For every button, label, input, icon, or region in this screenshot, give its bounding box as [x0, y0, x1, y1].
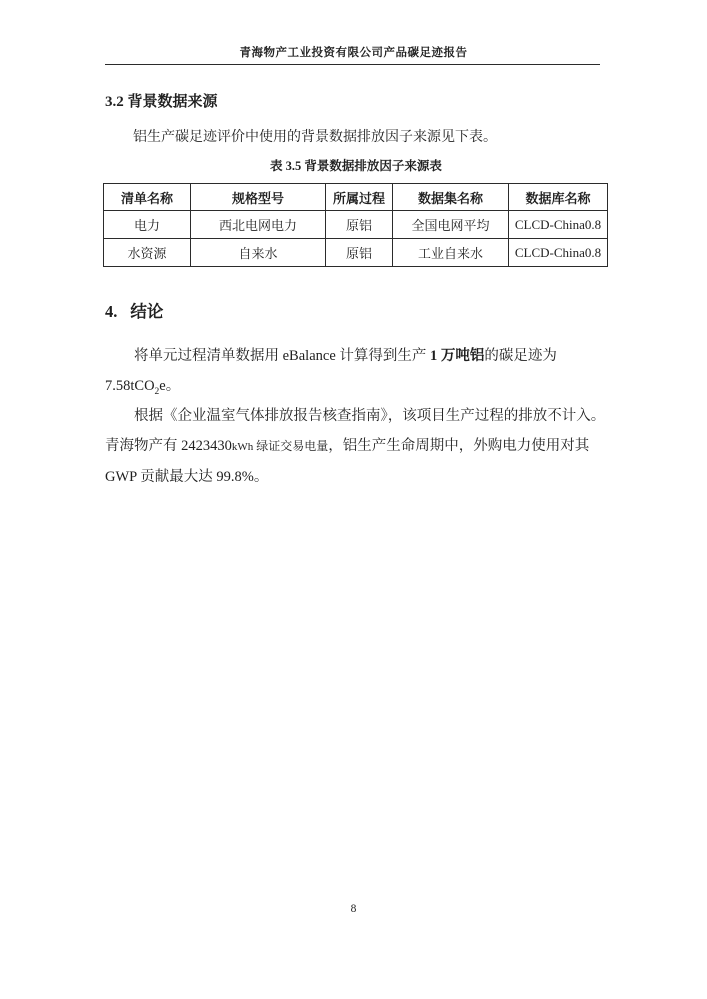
text-run: ，铝生产生命周期中，外购电力使用对其 [328, 438, 590, 454]
page-content [105, 92, 607, 492]
small-text-run: 绿证交易电量 [253, 439, 329, 453]
paragraph-line [105, 341, 607, 371]
table-cell: 自来水 [191, 239, 326, 267]
table-header-cell: 数据集名称 [393, 184, 509, 211]
table-cell: 水资源 [104, 239, 191, 267]
emission-factor-source-table [103, 183, 608, 267]
table-caption: 表 3.5 背景数据排放因子来源表 [270, 159, 442, 173]
paragraph-line: 根据《企业温室气体排放报告核查指南》，该项目生产过程的排放不计入。 [134, 408, 606, 424]
table-cell: 原铝 [326, 239, 393, 267]
paragraph-line [105, 371, 607, 401]
table-header-cell: 数据库名称 [509, 184, 608, 211]
table-row [104, 239, 608, 267]
text-run: 将单元过程清单数据用 eBalance 计算得到生产 [134, 348, 431, 364]
kwh-unit-text: kWh [231, 441, 254, 453]
bold-text-run: 1 万吨铝 [430, 348, 485, 364]
table-cell: 原铝 [326, 211, 393, 239]
table-header-cell: 所属过程 [326, 184, 393, 211]
table-row [104, 211, 608, 239]
table-header-cell: 清单名称 [104, 184, 191, 211]
text-run: 的碳足迹为 [484, 348, 557, 364]
conclusion-paragraph-2 [105, 401, 607, 492]
table-cell: CLCD-China0.8 [509, 239, 608, 267]
table-cell: 工业自来水 [393, 239, 509, 267]
text-run: e。 [159, 378, 181, 394]
text-run: 7.58tCO [105, 378, 155, 394]
table-cell: 电力 [104, 211, 191, 239]
table-header-cell: 规格型号 [191, 184, 326, 211]
text-run: 青海物产有 2423430 [105, 438, 232, 454]
table-header-row [104, 184, 608, 211]
table-cell: CLCD-China0.8 [509, 211, 608, 239]
page-number: 8 [350, 903, 357, 915]
section-4-title: 结论 [130, 302, 164, 321]
page-header [0, 0, 707, 65]
table-cell: 全国电网平均 [393, 211, 509, 239]
table-cell: 西北电网电力 [191, 211, 326, 239]
header-title: 青海物产工业投资有限公司产品碳足迹报告 [239, 47, 468, 59]
section-3-2-paragraph: 铝生产碳足迹评价中使用的背景数据排放因子来源见下表。 [133, 130, 497, 145]
paragraph-line: GWP 贡献最大达 99.8%。 [105, 469, 269, 485]
conclusion-paragraph-1 [105, 341, 607, 401]
co2-subscript: 2 [154, 386, 160, 397]
section-4-number: 4. [105, 302, 118, 321]
section-heading-3-2: 3.2 背景数据来源 [105, 94, 218, 110]
header-rule [105, 64, 600, 65]
paragraph-line [105, 431, 607, 462]
section-heading-4 [105, 301, 607, 323]
